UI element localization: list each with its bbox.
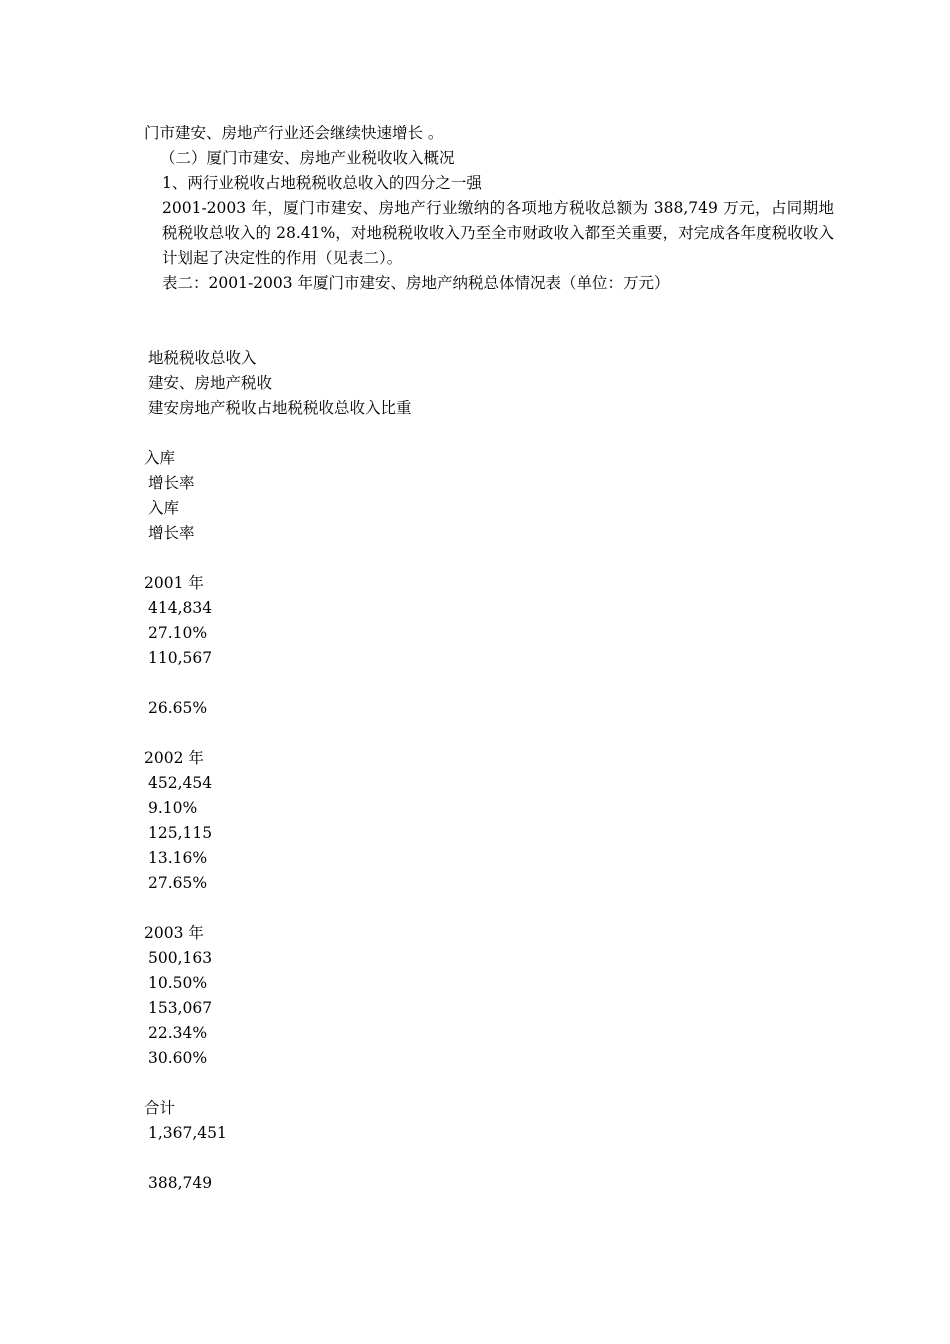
row-share: 30.60% (148, 1049, 208, 1067)
subheader-cell: 入库 (144, 449, 176, 467)
table-caption: 表二：2001-2003 年厦门市建安、房地产纳税总体情况表（单位：万元） (162, 274, 670, 292)
row-construction: 110,567 (148, 649, 213, 667)
row-total-growth (144, 1146, 816, 1171)
row-construction: 388,749 (148, 1174, 213, 1192)
row-total-growth: 10.50% (148, 974, 208, 992)
subheader-cell: 增长率 (148, 474, 195, 492)
row-total: 1,367,451 (148, 1124, 227, 1142)
row-total-label: 合计 (144, 1099, 176, 1117)
row-construction-growth: 22.34% (148, 1024, 208, 1042)
body-paragraph: 2001-2003 年，厦门市建安、房地产行业缴纳的各项地方税收总额为 388,749 万元，占同期地税税收总收入的 28.41%，对地税税收收入乃至全市财政收入都至关重要，对完成各年度税收收入计划起了决定性的作用（见表二）。 (162, 199, 834, 267)
row-total: 452,454 (148, 774, 213, 792)
row-share: 27.65% (148, 874, 208, 892)
row-total-growth: 9.10% (148, 799, 198, 817)
row-total-growth: 27.10% (148, 624, 208, 642)
row-construction-growth (144, 671, 816, 696)
row-year: 2001 年 (144, 574, 204, 592)
header-share: 建安房地产税收占地税税收总收入比重 (148, 399, 412, 417)
table-flattened (144, 346, 816, 1196)
row-year: 2003 年 (144, 924, 204, 942)
subheading: 1、两行业税收占地税税收总收入的四分之一强 (162, 174, 482, 192)
row-construction-growth: 13.16% (148, 849, 208, 867)
row-construction: 125,115 (148, 824, 213, 842)
row-share: 26.65% (148, 699, 208, 717)
continuation-line: 门市建安、房地产行业还会继续快速增长 。 (144, 124, 444, 142)
row-total: 414,834 (148, 599, 213, 617)
row-year: 2002 年 (144, 749, 204, 767)
header-construction-tax: 建安、房地产税收 (148, 374, 273, 392)
row-construction: 153,067 (148, 999, 213, 1017)
row-total: 500,163 (148, 949, 213, 967)
header-total-revenue: 地税税收总收入 (148, 349, 257, 367)
section-heading: （二）厦门市建安、房地产业税收收入概况 (160, 149, 455, 167)
subheader-cell: 入库 (148, 499, 180, 517)
subheader-cell: 增长率 (148, 524, 195, 542)
